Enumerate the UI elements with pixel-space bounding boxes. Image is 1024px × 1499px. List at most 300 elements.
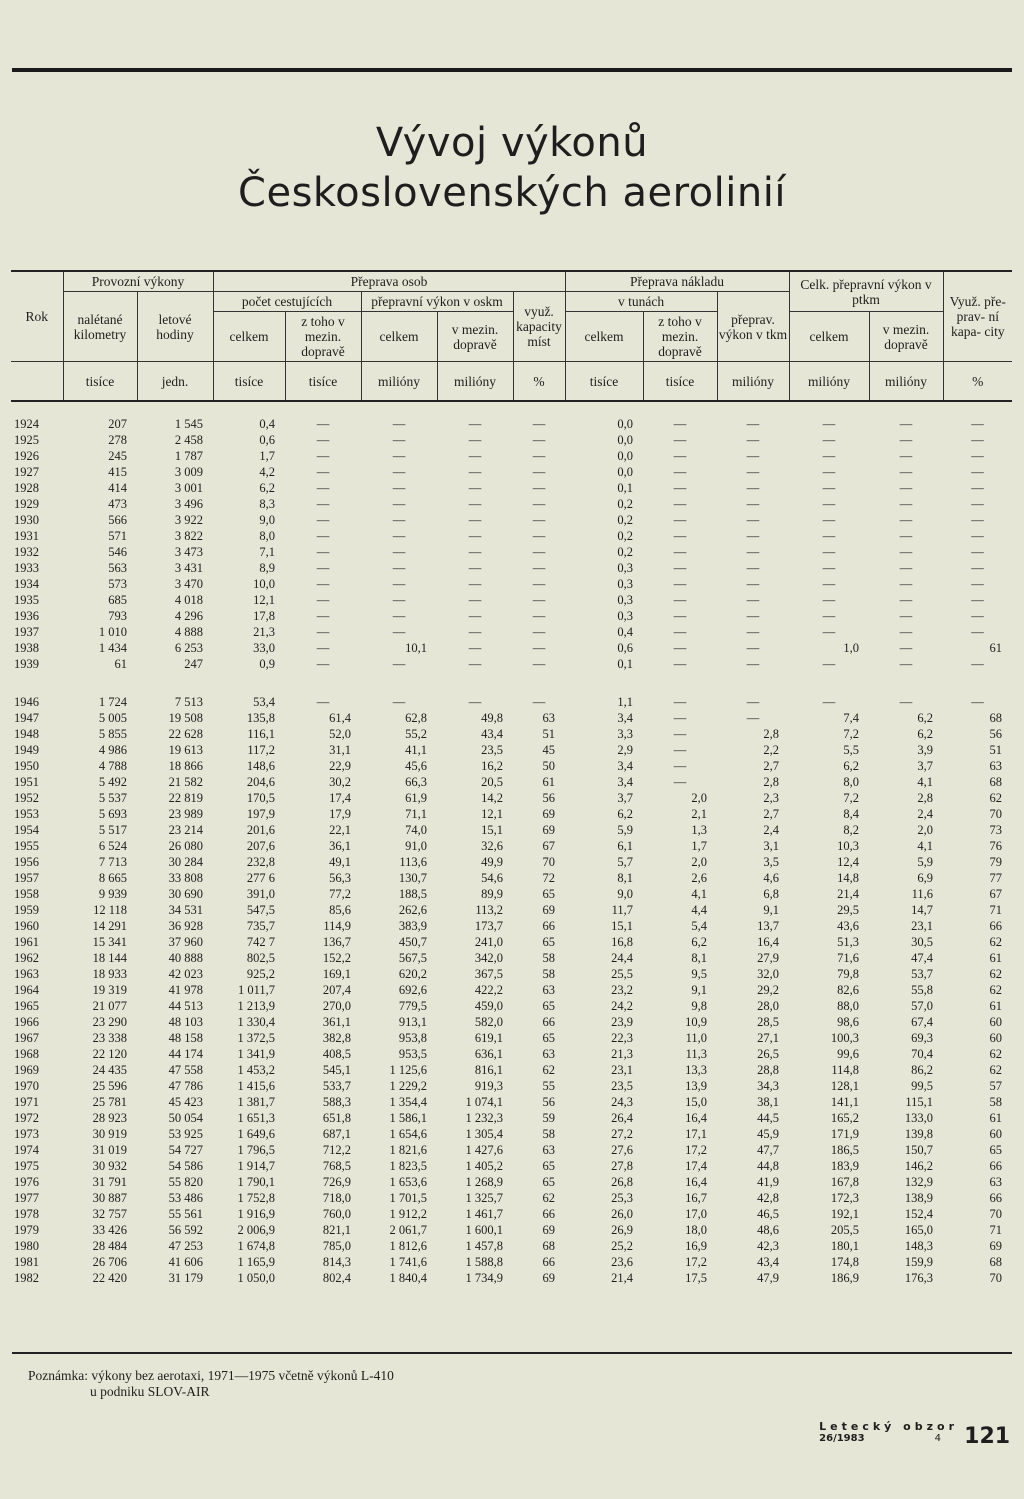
value-cell: — [746, 529, 760, 543]
year-cell: 1958 [14, 887, 39, 901]
year-cell: 1934 [14, 577, 39, 591]
value-cell: 2,6 [691, 871, 708, 885]
value-cell: 28 923 [92, 1111, 127, 1125]
value-cell: 16,9 [685, 1239, 708, 1253]
value-cell: — [899, 545, 913, 559]
value-cell: 3 001 [174, 481, 203, 495]
year-cell: 1939 [14, 657, 39, 671]
year-cell: 1952 [14, 791, 39, 805]
header-provozni-vykony: Provozní výkony [63, 271, 213, 292]
value-cell: 1 741,6 [389, 1255, 427, 1269]
value-cell: 3,4 [617, 759, 634, 773]
value-cell: 31 019 [92, 1143, 127, 1157]
value-cell: 0,2 [617, 545, 634, 559]
value-cell: 2,4 [917, 807, 934, 821]
value-cell: 57,0 [911, 999, 934, 1013]
value-cell: 174,8 [830, 1255, 860, 1269]
value-cell: 114,8 [831, 1063, 860, 1077]
value-cell: 60 [989, 1127, 1003, 1141]
value-cell: 4 986 [98, 743, 127, 757]
value-cell: 0,4 [259, 417, 275, 431]
value-cell: 18 866 [168, 759, 203, 773]
value-cell: 57 [989, 1079, 1003, 1093]
value-cell: 459,0 [474, 999, 503, 1013]
value-cell: — [316, 577, 330, 591]
value-cell: — [746, 711, 760, 725]
value-cell: 71 [989, 903, 1003, 917]
value-cell: 62 [989, 1063, 1003, 1077]
value-cell: 9 939 [98, 887, 127, 901]
value-cell: 2,9 [617, 743, 634, 757]
value-cell: 821,1 [322, 1223, 351, 1237]
value-cell: 26,4 [611, 1111, 634, 1125]
value-cell: — [822, 609, 836, 623]
value-cell: — [468, 641, 482, 655]
value-cell: 62 [989, 983, 1003, 997]
value-cell: 41 978 [168, 983, 203, 997]
value-cell: 0,3 [617, 609, 634, 623]
value-cell: 1 381,7 [237, 1095, 275, 1109]
value-cell: 128,1 [830, 1079, 860, 1093]
value-cell: — [673, 513, 687, 527]
value-cell: 71,1 [405, 807, 427, 821]
value-cell: 55,2 [405, 727, 427, 741]
value-cell: 1,7 [691, 839, 708, 853]
table-body [11, 401, 1012, 1286]
value-cell: — [316, 609, 330, 623]
value-cell: — [392, 657, 406, 671]
table-row [11, 528, 1012, 544]
table-row [11, 480, 1012, 496]
value-cell: 79,8 [837, 967, 860, 981]
value-cell: — [468, 497, 482, 511]
value-cell: — [971, 695, 984, 709]
value-cell: 1 821,6 [389, 1143, 427, 1157]
value-cell: — [899, 417, 913, 431]
value-cell: 62 [989, 967, 1003, 981]
year-cell: 1928 [14, 481, 39, 495]
value-cell: 1,7 [259, 449, 275, 463]
value-cell: 25,3 [611, 1191, 634, 1205]
table-row [11, 512, 1012, 528]
value-cell: — [899, 497, 913, 511]
value-cell: 14 291 [92, 919, 127, 933]
value-cell: 1 840,4 [389, 1271, 427, 1285]
value-cell: — [746, 641, 760, 655]
value-cell: 18,0 [685, 1223, 708, 1237]
value-cell: — [673, 481, 687, 495]
value-cell: — [468, 561, 482, 575]
value-cell: 2,3 [763, 791, 780, 805]
value-cell: 32,0 [757, 967, 780, 981]
value-cell: 63 [542, 1047, 556, 1061]
value-cell: 31 179 [168, 1271, 203, 1285]
value-cell: — [392, 497, 406, 511]
value-cell: 113,2 [475, 903, 503, 917]
value-cell: 63 [989, 759, 1003, 773]
value-cell: — [532, 465, 546, 479]
value-cell: 2,0 [917, 823, 934, 837]
value-cell: 21,3 [253, 625, 275, 639]
value-cell: 29,2 [757, 983, 780, 997]
value-cell: — [392, 561, 406, 575]
value-cell: 2,8 [763, 727, 780, 741]
value-cell: 55 [542, 1079, 556, 1093]
value-cell: — [673, 657, 687, 671]
value-cell: — [468, 695, 482, 709]
value-cell: 66 [542, 1255, 556, 1269]
value-cell: 4 018 [174, 593, 203, 607]
value-cell: — [899, 577, 913, 591]
value-cell: 180,1 [830, 1239, 860, 1253]
header-pocet-cestujicich: počet cestujících [213, 292, 361, 312]
value-cell: — [971, 529, 984, 543]
header-preprava-nakladu: Přeprava nákladu [565, 271, 789, 292]
year-cell: 1963 [14, 967, 39, 981]
unit-cell: milióny [437, 362, 513, 402]
value-cell: — [971, 513, 984, 527]
value-cell: 91,0 [405, 839, 427, 853]
value-cell: 1 268,9 [465, 1175, 503, 1189]
value-cell: 17,9 [329, 807, 351, 821]
year-cell: 1933 [14, 561, 39, 575]
value-cell: 953,8 [398, 1031, 427, 1045]
table-row [11, 656, 1012, 672]
year-cell: 1948 [14, 727, 39, 741]
value-cell: 29,5 [837, 903, 860, 917]
header-osob-z-toho: z toho v mezin. dopravě [285, 312, 361, 362]
table-row [11, 982, 1012, 998]
value-cell: — [822, 449, 836, 463]
header-vyuz-kapacity-mist: využ. kapacity míst [513, 292, 565, 362]
value-cell: 450,7 [398, 935, 427, 949]
value-cell: 31 791 [92, 1175, 127, 1189]
value-cell: 1 600,1 [465, 1223, 503, 1237]
value-cell: — [316, 695, 330, 709]
value-cell: — [822, 545, 836, 559]
value-cell: 582,0 [474, 1015, 503, 1029]
value-cell: 141,1 [830, 1095, 860, 1109]
value-cell: 27,8 [611, 1159, 634, 1173]
value-cell: 188,5 [398, 887, 427, 901]
value-cell: — [532, 695, 546, 709]
value-cell: — [392, 465, 406, 479]
spacer-row [11, 672, 1012, 694]
table-row [11, 806, 1012, 822]
value-cell: 17,2 [685, 1143, 708, 1157]
value-cell: 8,1 [617, 871, 634, 885]
value-cell: — [971, 481, 984, 495]
value-cell: — [746, 577, 760, 591]
value-cell: 159,9 [904, 1255, 934, 1269]
value-cell: — [822, 561, 836, 575]
value-cell: 1 545 [174, 417, 203, 431]
value-cell: 17,8 [253, 609, 275, 623]
value-cell: 2,0 [691, 855, 708, 869]
year-cell: 1966 [14, 1015, 39, 1029]
top-rule [12, 68, 1012, 72]
value-cell: 422,2 [474, 983, 503, 997]
table-row [11, 1270, 1012, 1286]
unit-cell: tisíce [63, 362, 137, 402]
value-cell: 1 752,8 [237, 1191, 275, 1205]
value-cell: 58 [542, 967, 556, 981]
value-cell: 42,8 [757, 1191, 780, 1205]
value-cell: 1 653,6 [389, 1175, 427, 1189]
units-row [11, 362, 1012, 402]
value-cell: 50 [542, 759, 556, 773]
value-cell: 46,5 [757, 1207, 780, 1221]
year-cell: 1949 [14, 743, 39, 757]
value-cell: — [971, 497, 984, 511]
value-cell: — [316, 449, 330, 463]
value-cell: 23,6 [611, 1255, 634, 1269]
value-cell: 1 305,4 [465, 1127, 503, 1141]
value-cell: 19 613 [168, 743, 203, 757]
value-cell: 25,2 [611, 1239, 634, 1253]
value-cell: 170,5 [246, 791, 275, 805]
value-cell: 687,1 [322, 1127, 351, 1141]
value-cell: 14,2 [481, 791, 503, 805]
value-cell: 11,6 [911, 887, 934, 901]
value-cell: 22 120 [92, 1047, 127, 1061]
value-cell: — [673, 449, 687, 463]
value-cell: 69 [989, 1239, 1003, 1253]
value-cell: 53 925 [168, 1127, 203, 1141]
year-cell: 1979 [14, 1223, 39, 1237]
value-cell: 4,1 [917, 775, 934, 789]
value-cell: 65 [542, 999, 556, 1013]
value-cell: 130,7 [398, 871, 427, 885]
value-cell: — [316, 481, 330, 495]
footnote [28, 1368, 394, 1400]
value-cell: 1 050,0 [237, 1271, 275, 1285]
value-cell: — [468, 417, 482, 431]
title-line-1: Vývoj výkonů [375, 120, 649, 166]
value-cell: — [468, 593, 482, 607]
table-row [11, 1222, 1012, 1238]
year-cell: 1950 [14, 759, 39, 773]
value-cell: 30 690 [168, 887, 203, 901]
value-cell: 0,3 [617, 561, 634, 575]
header-preprava-osob: Přeprava osob [213, 271, 565, 292]
value-cell: — [532, 641, 546, 655]
year-cell: 1937 [14, 625, 39, 639]
value-cell: 1 461,7 [465, 1207, 503, 1221]
value-cell: — [392, 577, 406, 591]
year-cell: 1931 [14, 529, 39, 543]
value-cell: 61 [542, 775, 556, 789]
value-cell: 0,3 [617, 593, 634, 607]
value-cell: 1 724 [98, 695, 127, 709]
value-cell: — [971, 449, 984, 463]
value-cell: 43,4 [757, 1255, 780, 1269]
unit-cell: milióny [361, 362, 437, 402]
value-cell: 278 [108, 433, 127, 447]
value-cell: — [532, 417, 546, 431]
value-cell: 13,3 [685, 1063, 708, 1077]
value-cell: 3,1 [763, 839, 780, 853]
value-cell: 63 [542, 711, 556, 725]
value-cell: 588,3 [322, 1095, 351, 1109]
table-row [11, 822, 1012, 838]
value-cell: 9,8 [691, 999, 708, 1013]
value-cell: 3,7 [917, 759, 934, 773]
value-cell: 17,4 [685, 1159, 708, 1173]
header-celk-prepravni: Celk. přepravní výkon v ptkm [789, 271, 943, 312]
value-cell: 22 420 [92, 1271, 127, 1285]
year-cell: 1932 [14, 545, 39, 559]
value-cell: 201,6 [246, 823, 275, 837]
value-cell: 207,6 [246, 839, 275, 853]
value-cell: 56,3 [329, 871, 351, 885]
table-row [11, 934, 1012, 950]
value-cell: — [746, 593, 760, 607]
value-cell: 1,3 [691, 823, 708, 837]
value-cell: 152,2 [322, 951, 351, 965]
value-cell: 172,3 [830, 1191, 860, 1205]
value-cell: — [532, 609, 546, 623]
value-cell: 136,7 [322, 935, 351, 949]
value-cell: — [746, 449, 760, 463]
value-cell: — [822, 529, 836, 543]
value-cell: — [468, 449, 482, 463]
value-cell: 34,3 [757, 1079, 780, 1093]
year-cell: 1929 [14, 497, 39, 511]
value-cell: 33 808 [168, 871, 203, 885]
unit-cell: milióny [717, 362, 789, 402]
value-cell: — [316, 593, 330, 607]
value-cell: 23,9 [611, 1015, 634, 1029]
value-cell: — [468, 513, 482, 527]
value-cell: 2,0 [691, 791, 708, 805]
value-cell: 4 888 [174, 625, 203, 639]
unit-cell: jedn. [137, 362, 213, 402]
value-cell: 41,1 [405, 743, 427, 757]
value-cell: 98,6 [837, 1015, 860, 1029]
header-rok: Rok [11, 271, 63, 362]
value-cell: — [468, 609, 482, 623]
value-cell: 47,4 [911, 951, 934, 965]
value-cell: 3,9 [917, 743, 934, 757]
value-cell: 1 427,6 [465, 1143, 503, 1157]
year-cell: 1976 [14, 1175, 39, 1189]
value-cell: 1 654,6 [389, 1127, 427, 1141]
value-cell: 760,0 [322, 1207, 351, 1221]
table-row [11, 576, 1012, 592]
value-cell: 36 928 [168, 919, 203, 933]
value-cell: 16,4 [685, 1175, 708, 1189]
value-cell: 26,8 [611, 1175, 634, 1189]
value-cell: 546 [108, 545, 127, 559]
value-cell: 3,5 [763, 855, 780, 869]
value-cell: 65 [989, 1143, 1003, 1157]
value-cell: 77,2 [329, 887, 351, 901]
value-cell: 1 701,5 [389, 1191, 427, 1205]
value-cell: 1 405,2 [465, 1159, 503, 1173]
year-cell: 1967 [14, 1031, 39, 1045]
value-cell: 10,0 [253, 577, 275, 591]
value-cell: 48 158 [168, 1031, 203, 1045]
value-cell: 23 214 [168, 823, 203, 837]
year-cell: 1959 [14, 903, 39, 917]
value-cell: 69 [542, 1223, 556, 1237]
value-cell: 23,2 [611, 983, 634, 997]
table-row [11, 838, 1012, 854]
value-cell: 1 165,9 [237, 1255, 275, 1269]
table-row [11, 1062, 1012, 1078]
value-cell: 52,0 [329, 727, 351, 741]
value-cell: — [746, 513, 760, 527]
value-cell: 0,4 [617, 625, 634, 639]
year-cell: 1955 [14, 839, 39, 853]
value-cell: 17,0 [685, 1207, 708, 1221]
value-cell: 23,5 [481, 743, 503, 757]
value-cell: 69 [542, 823, 556, 837]
value-cell: 25 781 [92, 1095, 127, 1109]
value-cell: 768,5 [322, 1159, 351, 1173]
value-cell: 802,4 [322, 1271, 351, 1285]
page-title [0, 118, 1024, 218]
value-cell: — [316, 529, 330, 543]
value-cell: 117,2 [247, 743, 275, 757]
value-cell: 26 706 [92, 1255, 127, 1269]
value-cell: 113,6 [399, 855, 427, 869]
value-cell: 563 [108, 561, 127, 575]
value-cell: 1 649,6 [237, 1127, 275, 1141]
value-cell: 56 592 [168, 1223, 203, 1237]
value-cell: 342,0 [474, 951, 503, 965]
value-cell: 361,1 [322, 1015, 351, 1029]
year-cell: 1970 [14, 1079, 39, 1093]
table-row [11, 918, 1012, 934]
value-cell: 6,2 [917, 711, 934, 725]
value-cell: 10,3 [837, 839, 860, 853]
statistics-table-wrapper [11, 270, 1012, 1286]
value-cell: — [746, 561, 760, 575]
value-cell: 533,7 [322, 1079, 351, 1093]
value-cell: — [468, 625, 482, 639]
value-cell: — [899, 641, 913, 655]
value-cell: 30 932 [92, 1159, 127, 1173]
value-cell: 207 [108, 417, 127, 431]
value-cell: 1 011,7 [237, 983, 275, 997]
value-cell: 25 596 [92, 1079, 127, 1093]
value-cell: 192,1 [830, 1207, 860, 1221]
unit-cell: % [943, 362, 1012, 402]
value-cell: 22,1 [329, 823, 351, 837]
value-cell: 408,5 [322, 1047, 351, 1061]
value-cell: 132,9 [904, 1175, 934, 1189]
value-cell: 37 960 [168, 935, 203, 949]
value-cell: 619,1 [474, 1031, 503, 1045]
value-cell: 54 586 [168, 1159, 203, 1173]
value-cell: 79 [989, 855, 1003, 869]
value-cell: — [673, 609, 687, 623]
value-cell: — [532, 481, 546, 495]
value-cell: 56 [542, 791, 556, 805]
value-cell: — [532, 545, 546, 559]
value-cell: — [746, 657, 760, 671]
value-cell: 1 734,9 [465, 1271, 503, 1285]
value-cell: 165,0 [904, 1223, 934, 1237]
value-cell: 10,9 [685, 1015, 708, 1029]
value-cell: 33 426 [92, 1223, 127, 1237]
value-cell: 169,1 [322, 967, 351, 981]
value-cell: 49,9 [481, 855, 503, 869]
value-cell: 14,8 [837, 871, 860, 885]
value-cell: 6,9 [917, 871, 934, 885]
